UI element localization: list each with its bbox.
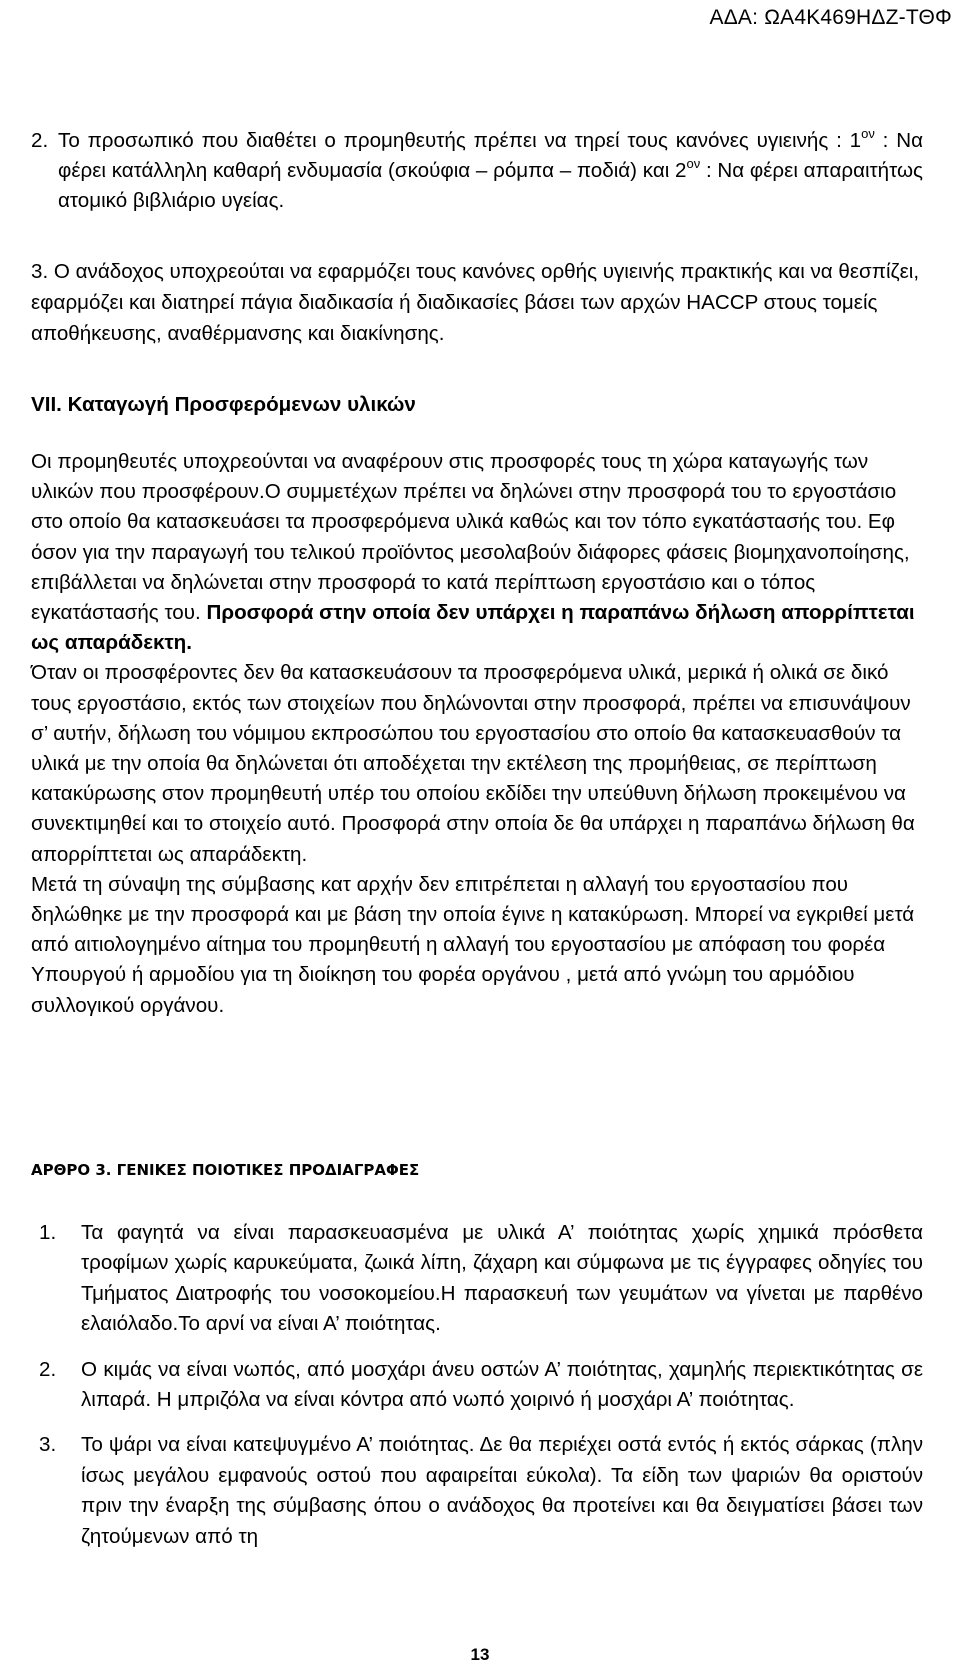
- list-item-3: 3. Ο ανάδοχος υποχρεούται να εφαρμόζει τους κανόνες ορθής υγιεινής πρακτικής και να θεσπίζει, εφαρμόζει και διατηρεί πάγια διαδικασία ή διαδικασίες βάσει των αρχών HACCP στους τομείς αποθήκευσης, αναθέρμανσης και διακίνησης.: [31, 260, 920, 345]
- list-item: [31, 1218, 923, 1340]
- item-text: [58, 126, 923, 216]
- origin-section-body: [31, 447, 923, 1021]
- paragraph: [31, 447, 923, 658]
- page-number: 13: [470, 1645, 490, 1664]
- paragraph: Όταν οι προσφέροντες δεν θα κατασκευάσουν τα προσφερόμενα υλικά, μερικά ή ολικά σε δικό τους εργοστάσιο, εκτός των στοιχείων που δηλώνονται στην προσφορά, πρέπει να επισυνάψουν σ’ αυτήν, δήλωση του νόμιμου εκπροσώπου του εργοστασίου στο οποίο θα κατασκευασθούν τα υλικά με την οποία θα δηλώνεται ότι αποδέχεται την εκτέλεση της προμήθειας, σε περίπτωση κατακύρωσης στον προμηθευτή υπέρ του οποίου εκδίδει την υπεύθυνη δήλωση προκειμένου να συνεκτιμηθεί και το στοιχείο αυτό. Προσφορά στην οποία δε θα υπάρχει η παραπάνω δήλωση θα απορρίπτεται ως απαράδεκτη.: [31, 661, 915, 866]
- text-segment: Το προσωπικό που διαθέτει ο προμηθευτής πρέπει να τηρεί τους κανόνες υγιεινής : 1: [58, 129, 862, 152]
- item-text: Ο κιμάς να είναι νωπός, από μοσχάρι άνευ οστών Α’ ποιότητας, χαμηλής περιεκτικότητας σε λιπαρά. Η μπριζόλα να είναι κόντρα από νωπό χοιρινό ή μοσχάρι Α’ ποιότητας.: [81, 1357, 923, 1412]
- paragraph: Μετά τη σύναψη της σύμβασης κατ αρχήν δεν επιτρέπεται η αλλαγή του εργοστασίου που δηλώθηκε με την προσφορά και με βάση την οποία έγινε η κατακύρωση. Μπορεί να εγκριθεί μετά από αιτιολογημένο αίτημα του προμηθευτή η αλλαγή του εργοστασίου με απόφαση του φορέα Υπουργού ή αρμοδίου για τη διοίκηση του φορέα οργάνου , μετά από γνώμη του αρμόδιου συλλογικού οργάνου.: [31, 872, 915, 1017]
- item-number: 2.: [31, 129, 49, 152]
- list-item-2: [31, 126, 923, 216]
- ada-code: ΑΔΑ: ΩΑ4Κ469ΗΔΖ-ΤΘΦ: [709, 6, 952, 29]
- article-heading: ΑΡΘΡΟ 3. ΓΕΝΙΚΕΣ ΠΟΙΟΤΙΚΕΣ ΠΡΟΔΙΑΓΡΑΦΕΣ: [31, 1161, 420, 1179]
- item-number: 1.: [39, 1221, 57, 1244]
- text-segment: : Να φέρει απαραιτήτως ατομικό βιβλιάριο υγείας.: [58, 159, 923, 212]
- text-segment: Οι προμηθευτές υποχρεούνται να αναφέρουν στις προσφορές τους τη χώρα καταγωγής των υλικών που προσφέρουν.Ο συμμετέχων πρέπει να δηλώνει στην προσφορά του το εργοστάσιο στο οποίο θα κατασκευάσει τα προσφερόμενα υλικά καθώς και τον τόπο εγκατάστασής του. Εφ όσον για την παραγωγή του τελικού προϊόντος μεσολαβούν διάφορες φάσεις βιομηχανοποίησης, επιβάλλεται να δηλώνεται στην προσφορά το κατά περίπτωση εργοστάσιο και ο τόπος εγκατάστασής του.: [31, 450, 910, 625]
- superscript: ον: [686, 156, 701, 171]
- superscript: ον: [861, 126, 875, 141]
- text-segment: : Να φέρει κατάλληλη καθαρή ενδυμασία (σκούφια – ρόμπα – ποδιά) και 2: [58, 129, 923, 182]
- list-item: [31, 1430, 923, 1552]
- bold-statement: Προσφορά στην οποία δεν υπάρχει η παραπάνω δήλωση απορρίπτεται ως απαράδεκτη.: [31, 601, 915, 655]
- specifications-list: [31, 1218, 923, 1552]
- item-number: 3.: [39, 1433, 57, 1457]
- item-text: Το ψάρι να είναι κατεψυγμένο Α’ ποιότητας. Δε θα περιέχει οστά εντός ή εκτός σάρκας (πλην ίσως μεγάλου εμφανούς οστού που αφαιρείται εύκολα). Τα είδη των ψαριών θα οριστούν πριν την έναρξη της σύμβασης όπου ο ανάδοχος θα προτείνει και θα δειγματίσει βάσει των ζητούμενων από τη: [81, 1433, 923, 1548]
- item-number: 2.: [39, 1357, 57, 1381]
- item-text: Τα φαγητά να είναι παρασκευασμένα με υλικά Α’ ποιότητας χωρίς χημικά πρόσθετα τροφίμων χωρίς καρυκεύματα, ζωικά λίπη, ζάχαρη και σύμφωνα με τις έγγραφες οδηγίες του Τμήματος Διατροφής του νοσοκομείου.Η παρασκευή των γευμάτων να γίνεται με παρθένο ελαιόλαδο.Το αρνί να είναι Α’ ποιότητας.: [81, 1221, 923, 1336]
- section-heading: VII. Καταγωγή Προσφερόμενων υλικών: [31, 393, 416, 416]
- list-item: [31, 1355, 923, 1416]
